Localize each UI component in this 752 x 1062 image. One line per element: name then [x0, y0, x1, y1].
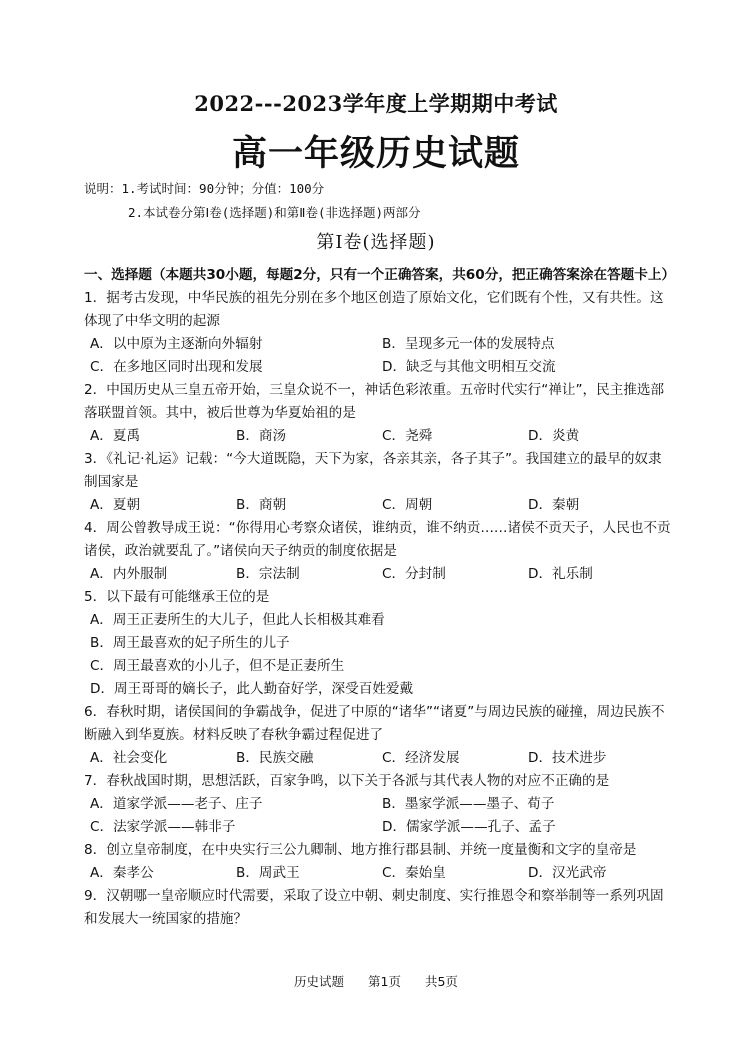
answer-option: D．礼乐制: [528, 566, 593, 582]
answer-option: C．在多地区同时出现和发展: [90, 359, 263, 375]
instructions-line-2: 2.本试卷分第Ⅰ卷(选择题)和第Ⅱ卷(非选择题)两部分: [128, 205, 421, 220]
answer-option: C．经济发展: [382, 750, 460, 766]
answer-option: B．周王最喜欢的妃子所生的儿子: [90, 635, 290, 651]
page-footer: [0, 972, 752, 990]
answer-option: A．夏禹: [90, 428, 141, 444]
section-heading: 一、选择题（本题共30小题，每题2分，只有一个正确答案，共60分，把正确答案涂在答题卡上）: [84, 267, 676, 283]
answer-option: A．以中原为主逐渐向外辐射: [90, 336, 263, 352]
answer-option: D．缺乏与其他文明相互交流: [382, 359, 556, 375]
answer-option: A．社会变化: [90, 750, 168, 766]
answer-option: A．内外服制: [90, 566, 168, 582]
answer-option: B．民族交融: [236, 750, 314, 766]
question-stem: 4．周公曾教导成王说：“你得用心考察众诸侯，谁纳贡，谁不纳贡……诸侯不贡天子，人民也不贡诸侯，政治就要乱了。”诸侯向天子纳贡的制度依据是: [84, 520, 671, 559]
answer-option: C．周王最喜欢的小儿子，但不是正妻所生: [90, 658, 345, 674]
answer-option: C．尧舜: [382, 428, 433, 444]
subject-title: 高一年级历史试题: [231, 133, 520, 174]
option-row: [84, 563, 674, 586]
answer-option: B．宗法制: [236, 566, 300, 582]
answer-option: D．秦朝: [528, 497, 580, 513]
answer-option: D．儒家学派——孔子、孟子: [382, 819, 556, 835]
footer-page-number: 第1页: [368, 974, 401, 989]
question-stem: 1．据考古发现，中华民族的祖先分别在多个地区创造了原始文化，它们既有个性，又有共性。这体现了中华文明的起源: [84, 290, 664, 329]
question-stem: 8．创立皇帝制度，在中央实行三公九卿制、地方推行郡县制、并统一度量衡和文字的皇帝是: [84, 842, 637, 858]
answer-option: C．分封制: [382, 566, 446, 582]
exam-title: 2022---2023学年度上学期期中考试: [194, 91, 558, 116]
footer-subject: 历史试题: [294, 974, 345, 989]
answer-option: C．周朝: [382, 497, 433, 513]
question-stem: 6．春秋时期，诸侯国间的争霸战争，促进了中原的“诸华”“诸夏”与周边民族的碰撞，周边民族不断融入到华夏族。材料反映了春秋争霸过程促进了: [84, 704, 665, 743]
option-row: [84, 333, 674, 356]
question-stem: 9．汉朝哪一皇帝顺应时代需要，采取了设立中朝、刺史制度、实行推恩令和察举制等一系列巩固和发展大一统国家的措施？: [84, 888, 664, 927]
answer-option: A．道家学派——老子、庄子: [90, 796, 263, 812]
question-stem: 3．《礼记·礼运》记载：“今大道既隐，天下为家，各亲其亲，各子其子”。我国建立的最早的奴隶制国家是: [84, 451, 662, 490]
question-stem: 2．中国历史从三皇五帝开始，三皇众说不一，神话色彩浓重。五帝时代实行“禅让”，民主推选部落联盟首领。其中，被后世尊为华夏始祖的是: [84, 382, 665, 421]
answer-option: A．周王正妻所生的大儿子，但此人长相极其难看: [90, 612, 385, 628]
option-row: [84, 425, 674, 448]
questions-area: [84, 264, 674, 931]
question-stem: 5．以下最有可能继承王位的是: [84, 589, 270, 605]
answer-option: A．夏朝: [90, 497, 141, 513]
answer-option: A．秦孝公: [90, 865, 154, 881]
answer-option: B．商汤: [236, 428, 287, 444]
answer-option: C．秦始皇: [382, 865, 446, 881]
answer-option: C．法家学派——韩非子: [90, 819, 236, 835]
answer-option: B．墨家学派——墨子、荀子: [382, 796, 555, 812]
option-row: [84, 747, 674, 770]
answer-option: D．汉光武帝: [528, 865, 607, 881]
option-row: [84, 816, 674, 839]
answer-option: B．周武王: [236, 865, 300, 881]
answer-option: B．呈现多元一体的发展特点: [382, 336, 555, 352]
option-row: [84, 862, 674, 885]
part-title: 第Ⅰ卷(选择题): [316, 232, 436, 253]
answer-option: D．周王哥哥的嫡长子，此人勤奋好学，深受百姓爱戴: [90, 681, 414, 697]
answer-option: B．商朝: [236, 497, 287, 513]
option-row: [84, 494, 674, 517]
option-row: [84, 793, 674, 816]
footer-total-pages: 共5页: [424, 974, 458, 989]
instructions-line-1: 说明：1.考试时间：90分钟；分值：100分: [84, 181, 325, 196]
answer-option: D．技术进步: [528, 750, 607, 766]
question-stem: 7．春秋战国时期，思想活跃，百家争鸣，以下关于各派与其代表人物的对应不正确的是: [84, 773, 610, 789]
option-row: [84, 356, 674, 379]
answer-option: D．炎黄: [528, 428, 580, 444]
